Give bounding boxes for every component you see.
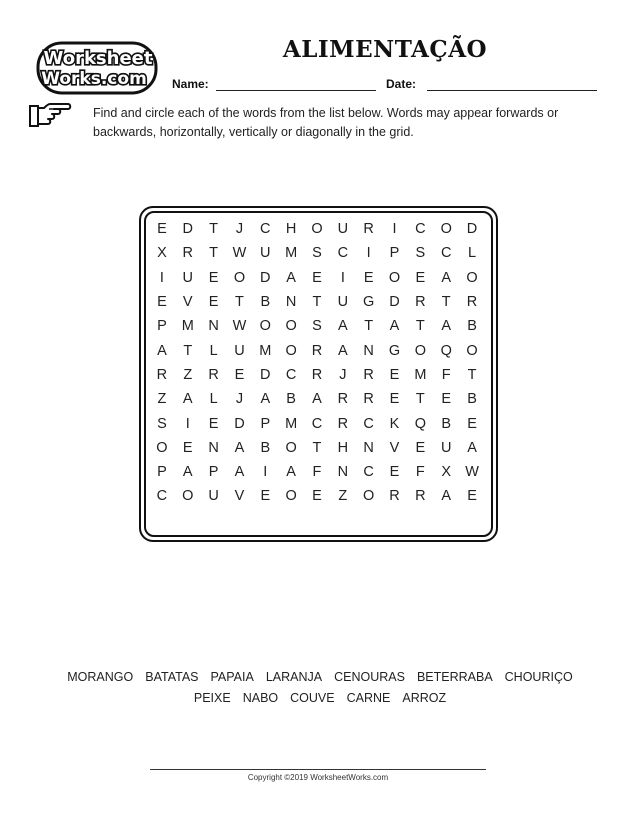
grid-cell[interactable]: M bbox=[181, 318, 194, 335]
grid-cell[interactable]: E bbox=[389, 391, 400, 408]
copyright-text: Copyright ©2019 WorksheetWorks.com bbox=[247, 773, 389, 782]
grid-cell[interactable]: A bbox=[337, 318, 348, 335]
grid-cell[interactable]: A bbox=[337, 342, 348, 359]
grid-cell[interactable]: A bbox=[157, 342, 167, 359]
date-label: Date: bbox=[386, 77, 417, 91]
grid-cell[interactable]: E bbox=[441, 391, 452, 408]
grid-cell[interactable]: C bbox=[285, 366, 297, 383]
grid-cell[interactable]: A bbox=[441, 269, 452, 286]
grid-cell[interactable]: A bbox=[286, 464, 296, 481]
pointing-hand-icon bbox=[28, 100, 72, 130]
grid-cell[interactable]: E bbox=[415, 269, 426, 286]
grid-cell[interactable]: E bbox=[467, 488, 477, 505]
grid-cell[interactable]: C bbox=[440, 245, 452, 262]
grid-cell[interactable]: H bbox=[337, 439, 349, 456]
grid-cell[interactable]: E bbox=[208, 269, 219, 286]
grid-cell[interactable]: M bbox=[414, 366, 427, 383]
grid-cell[interactable]: W bbox=[232, 318, 247, 335]
logo-text-line2: Works.com bbox=[41, 69, 147, 89]
logo-text-line1: Worksheet bbox=[43, 48, 153, 69]
grid-cell[interactable]: R bbox=[337, 391, 349, 408]
grid-cell[interactable]: R bbox=[208, 366, 219, 383]
grid-cell[interactable]: V bbox=[234, 488, 245, 505]
grid-cell[interactable]: D bbox=[234, 415, 245, 432]
grid-cell[interactable]: F bbox=[441, 366, 451, 383]
grid-cell[interactable]: G bbox=[363, 294, 375, 311]
grid-cell[interactable]: M bbox=[285, 415, 298, 432]
grid-cell[interactable]: R bbox=[311, 342, 323, 359]
grid-cell[interactable]: A bbox=[286, 269, 296, 286]
grid-cell[interactable]: H bbox=[285, 221, 297, 238]
grid-cell[interactable]: M bbox=[285, 245, 298, 262]
grid-cell[interactable]: T bbox=[364, 318, 374, 335]
grid-cell[interactable]: E bbox=[312, 269, 322, 286]
word-list-item: CARNE bbox=[346, 691, 391, 705]
word-list-item: CHOURIÇO bbox=[504, 670, 573, 684]
grid-cell[interactable]: U bbox=[337, 294, 349, 311]
word-list-item: NABO bbox=[242, 691, 279, 705]
grid-cell[interactable]: N bbox=[285, 294, 297, 311]
grid-cell[interactable]: T bbox=[415, 318, 425, 335]
grid-cell[interactable]: T bbox=[183, 342, 193, 359]
word-list-item: MORANGO bbox=[67, 670, 134, 684]
grid-cell[interactable]: P bbox=[389, 245, 400, 262]
grid-cell[interactable]: U bbox=[440, 439, 452, 456]
grid-cell[interactable]: I bbox=[185, 415, 190, 432]
grid-cell[interactable]: O bbox=[233, 269, 246, 286]
worksheet-title: ALIMENTAÇÃO bbox=[282, 36, 488, 63]
grid-cell[interactable]: Z bbox=[338, 488, 348, 505]
grid-cell[interactable]: O bbox=[388, 269, 401, 286]
grid-cell[interactable]: C bbox=[337, 245, 349, 262]
word-search-grid[interactable] bbox=[149, 217, 485, 509]
grid-cell[interactable]: E bbox=[312, 488, 322, 505]
word-list-item: ARROZ bbox=[402, 691, 447, 705]
grid-cell[interactable]: D bbox=[260, 269, 271, 286]
grid-cell[interactable]: A bbox=[234, 464, 245, 481]
grid-cell[interactable]: L bbox=[468, 245, 477, 262]
grid-cell[interactable]: E bbox=[363, 269, 374, 286]
grid-cell[interactable]: I bbox=[159, 269, 164, 286]
grid-cell[interactable]: T bbox=[312, 294, 322, 311]
grid-cell[interactable]: C bbox=[156, 488, 168, 505]
grid-cell[interactable]: O bbox=[414, 342, 426, 359]
grid-cell[interactable]: E bbox=[182, 439, 193, 456]
grid-cell[interactable]: R bbox=[415, 294, 426, 311]
grid-cell[interactable]: R bbox=[389, 488, 400, 505]
grid-cell[interactable]: P bbox=[157, 318, 167, 335]
grid-cell[interactable]: A bbox=[312, 391, 322, 408]
grid-cell[interactable]: J bbox=[339, 366, 347, 383]
instructions-text: Find and circle each of the words from the list below. Words may appear forwards or backwards, horizontally, vertically or diagonally in the grid. bbox=[93, 106, 559, 139]
word-list-item: BATATAS bbox=[145, 670, 199, 684]
grid-cell[interactable]: T bbox=[415, 391, 425, 408]
grid-cell[interactable]: A bbox=[467, 439, 477, 456]
grid-cell[interactable]: O bbox=[285, 439, 297, 456]
grid-cell[interactable]: W bbox=[232, 245, 247, 262]
word-list-line-2 bbox=[40, 688, 600, 709]
word-list-item: BETERRABA bbox=[416, 670, 493, 684]
grid-cell[interactable]: P bbox=[260, 415, 271, 432]
grid-cell[interactable]: N bbox=[337, 464, 349, 481]
grid-cell[interactable]: T bbox=[441, 294, 451, 311]
grid-cell[interactable]: F bbox=[415, 464, 425, 481]
grid-cell[interactable]: N bbox=[363, 439, 374, 456]
grid-cell[interactable]: A bbox=[389, 318, 400, 335]
grid-cell[interactable]: B bbox=[441, 415, 452, 432]
grid-cell[interactable]: J bbox=[235, 221, 244, 238]
grid-cell[interactable]: R bbox=[337, 415, 349, 432]
grid-cell[interactable]: K bbox=[389, 415, 400, 432]
grid-cell[interactable]: C bbox=[311, 415, 323, 432]
grid-cell[interactable]: U bbox=[208, 488, 219, 505]
grid-cell[interactable]: B bbox=[467, 391, 477, 408]
grid-cell[interactable]: A bbox=[182, 464, 193, 481]
grid-cell[interactable]: U bbox=[337, 221, 349, 238]
grid-cell[interactable]: C bbox=[415, 221, 426, 238]
grid-cell[interactable]: O bbox=[440, 221, 452, 238]
grid-cell[interactable]: A bbox=[234, 439, 245, 456]
grid-cell[interactable]: S bbox=[157, 415, 167, 432]
grid-cell[interactable]: E bbox=[389, 366, 400, 383]
grid-cell[interactable]: O bbox=[466, 342, 478, 359]
grid-cell[interactable]: C bbox=[363, 415, 374, 432]
grid-cell[interactable]: O bbox=[285, 488, 297, 505]
grid-cell[interactable]: D bbox=[182, 221, 193, 238]
grid-cell[interactable]: P bbox=[208, 464, 219, 481]
grid-cell[interactable]: G bbox=[388, 342, 401, 359]
word-list-item: CENOURAS bbox=[334, 670, 405, 684]
date-field-line[interactable] bbox=[427, 90, 597, 91]
grid-cell[interactable]: E bbox=[208, 294, 219, 311]
grid-cell[interactable]: C bbox=[260, 221, 271, 238]
grid-cell[interactable]: E bbox=[260, 488, 271, 505]
grid-cell[interactable]: E bbox=[208, 415, 219, 432]
grid-cell[interactable]: O bbox=[466, 269, 478, 286]
grid-cell[interactable]: L bbox=[209, 391, 218, 408]
grid-cell[interactable]: U bbox=[182, 269, 193, 286]
grid-cell[interactable]: U bbox=[260, 245, 271, 262]
grid-cell[interactable]: T bbox=[209, 221, 219, 238]
grid-cell[interactable]: Z bbox=[157, 391, 167, 408]
grid-cell[interactable]: D bbox=[466, 221, 478, 238]
grid-cell[interactable]: O bbox=[182, 488, 194, 505]
grid-cell[interactable]: I bbox=[263, 464, 268, 481]
worksheetworks-logo bbox=[36, 40, 160, 96]
word-list-line-1 bbox=[40, 667, 600, 688]
grid-cell[interactable]: B bbox=[286, 391, 296, 408]
grid-cell[interactable]: P bbox=[157, 464, 167, 481]
grid-cell[interactable]: Q bbox=[440, 342, 452, 359]
grid-cell[interactable]: F bbox=[312, 464, 322, 481]
grid-cell[interactable]: E bbox=[415, 439, 426, 456]
grid-cell[interactable]: E bbox=[157, 221, 167, 238]
grid-cell[interactable]: R bbox=[466, 294, 478, 311]
grid-cell[interactable]: E bbox=[234, 366, 245, 383]
grid-cell[interactable]: S bbox=[415, 245, 426, 262]
grid-cell[interactable]: R bbox=[363, 221, 374, 238]
grid-cell[interactable]: J bbox=[235, 391, 244, 408]
grid-cell[interactable]: O bbox=[259, 318, 271, 335]
grid-cell[interactable]: X bbox=[157, 245, 167, 262]
grid-cell[interactable]: Q bbox=[414, 415, 426, 432]
grid-cell[interactable]: C bbox=[363, 464, 374, 481]
grid-cell[interactable]: V bbox=[389, 439, 400, 456]
grid-cell[interactable]: O bbox=[285, 318, 297, 335]
grid-cell[interactable]: T bbox=[209, 245, 219, 262]
grid-cell[interactable]: I bbox=[392, 221, 397, 238]
grid-cell[interactable]: O bbox=[285, 342, 297, 359]
grid-cell[interactable]: T bbox=[235, 294, 244, 311]
grid-cell[interactable]: N bbox=[363, 342, 374, 359]
grid-cell[interactable]: S bbox=[312, 245, 322, 262]
grid-cell[interactable]: O bbox=[311, 221, 323, 238]
grid-cell[interactable]: S bbox=[312, 318, 322, 335]
grid-cell[interactable]: A bbox=[441, 488, 452, 505]
grid-cell[interactable]: O bbox=[156, 439, 168, 456]
word-list bbox=[40, 667, 600, 709]
grid-cell[interactable]: D bbox=[389, 294, 400, 311]
grid-cell[interactable]: A bbox=[260, 391, 271, 408]
grid-cell[interactable]: R bbox=[415, 488, 426, 505]
footer-divider bbox=[150, 769, 486, 770]
grid-cell[interactable]: E bbox=[389, 464, 400, 481]
grid-cell[interactable]: I bbox=[366, 245, 371, 262]
name-label: Name: bbox=[172, 77, 209, 91]
grid-cell[interactable]: W bbox=[465, 464, 479, 481]
grid-cell[interactable]: B bbox=[260, 439, 271, 456]
grid-cell[interactable]: X bbox=[441, 464, 452, 481]
grid-cell[interactable]: I bbox=[340, 269, 345, 286]
word-list-item: PAPAIA bbox=[210, 670, 254, 684]
grid-cell[interactable]: R bbox=[363, 366, 374, 383]
word-list-item: COUVE bbox=[290, 691, 335, 705]
grid-cell[interactable]: V bbox=[182, 294, 193, 311]
grid-cell[interactable]: E bbox=[467, 415, 477, 432]
grid-cell[interactable]: B bbox=[260, 294, 271, 311]
grid-cell[interactable]: T bbox=[467, 366, 477, 383]
grid-cell[interactable]: M bbox=[259, 342, 272, 359]
grid-cell[interactable]: R bbox=[311, 366, 323, 383]
grid-cell[interactable]: R bbox=[156, 366, 168, 383]
grid-cell[interactable]: A bbox=[182, 391, 193, 408]
name-field-line[interactable] bbox=[216, 90, 376, 91]
word-list-item: LARANJA bbox=[265, 670, 323, 684]
word-list-item: PEIXE bbox=[193, 691, 231, 705]
grid-cell[interactable]: T bbox=[312, 439, 322, 456]
grid-cell[interactable]: R bbox=[182, 245, 193, 262]
grid-cell[interactable]: O bbox=[363, 488, 375, 505]
grid-cell[interactable]: N bbox=[208, 439, 219, 456]
grid-cell[interactable]: E bbox=[157, 294, 167, 311]
grid-cell[interactable]: D bbox=[260, 366, 271, 383]
grid-cell[interactable]: A bbox=[441, 318, 452, 335]
grid-cell[interactable]: R bbox=[363, 391, 374, 408]
grid-cell[interactable]: L bbox=[209, 342, 218, 359]
grid-cell[interactable]: B bbox=[467, 318, 477, 335]
grid-cell[interactable]: U bbox=[234, 342, 245, 359]
grid-cell[interactable]: Z bbox=[183, 366, 193, 383]
grid-cell[interactable]: N bbox=[208, 318, 219, 335]
